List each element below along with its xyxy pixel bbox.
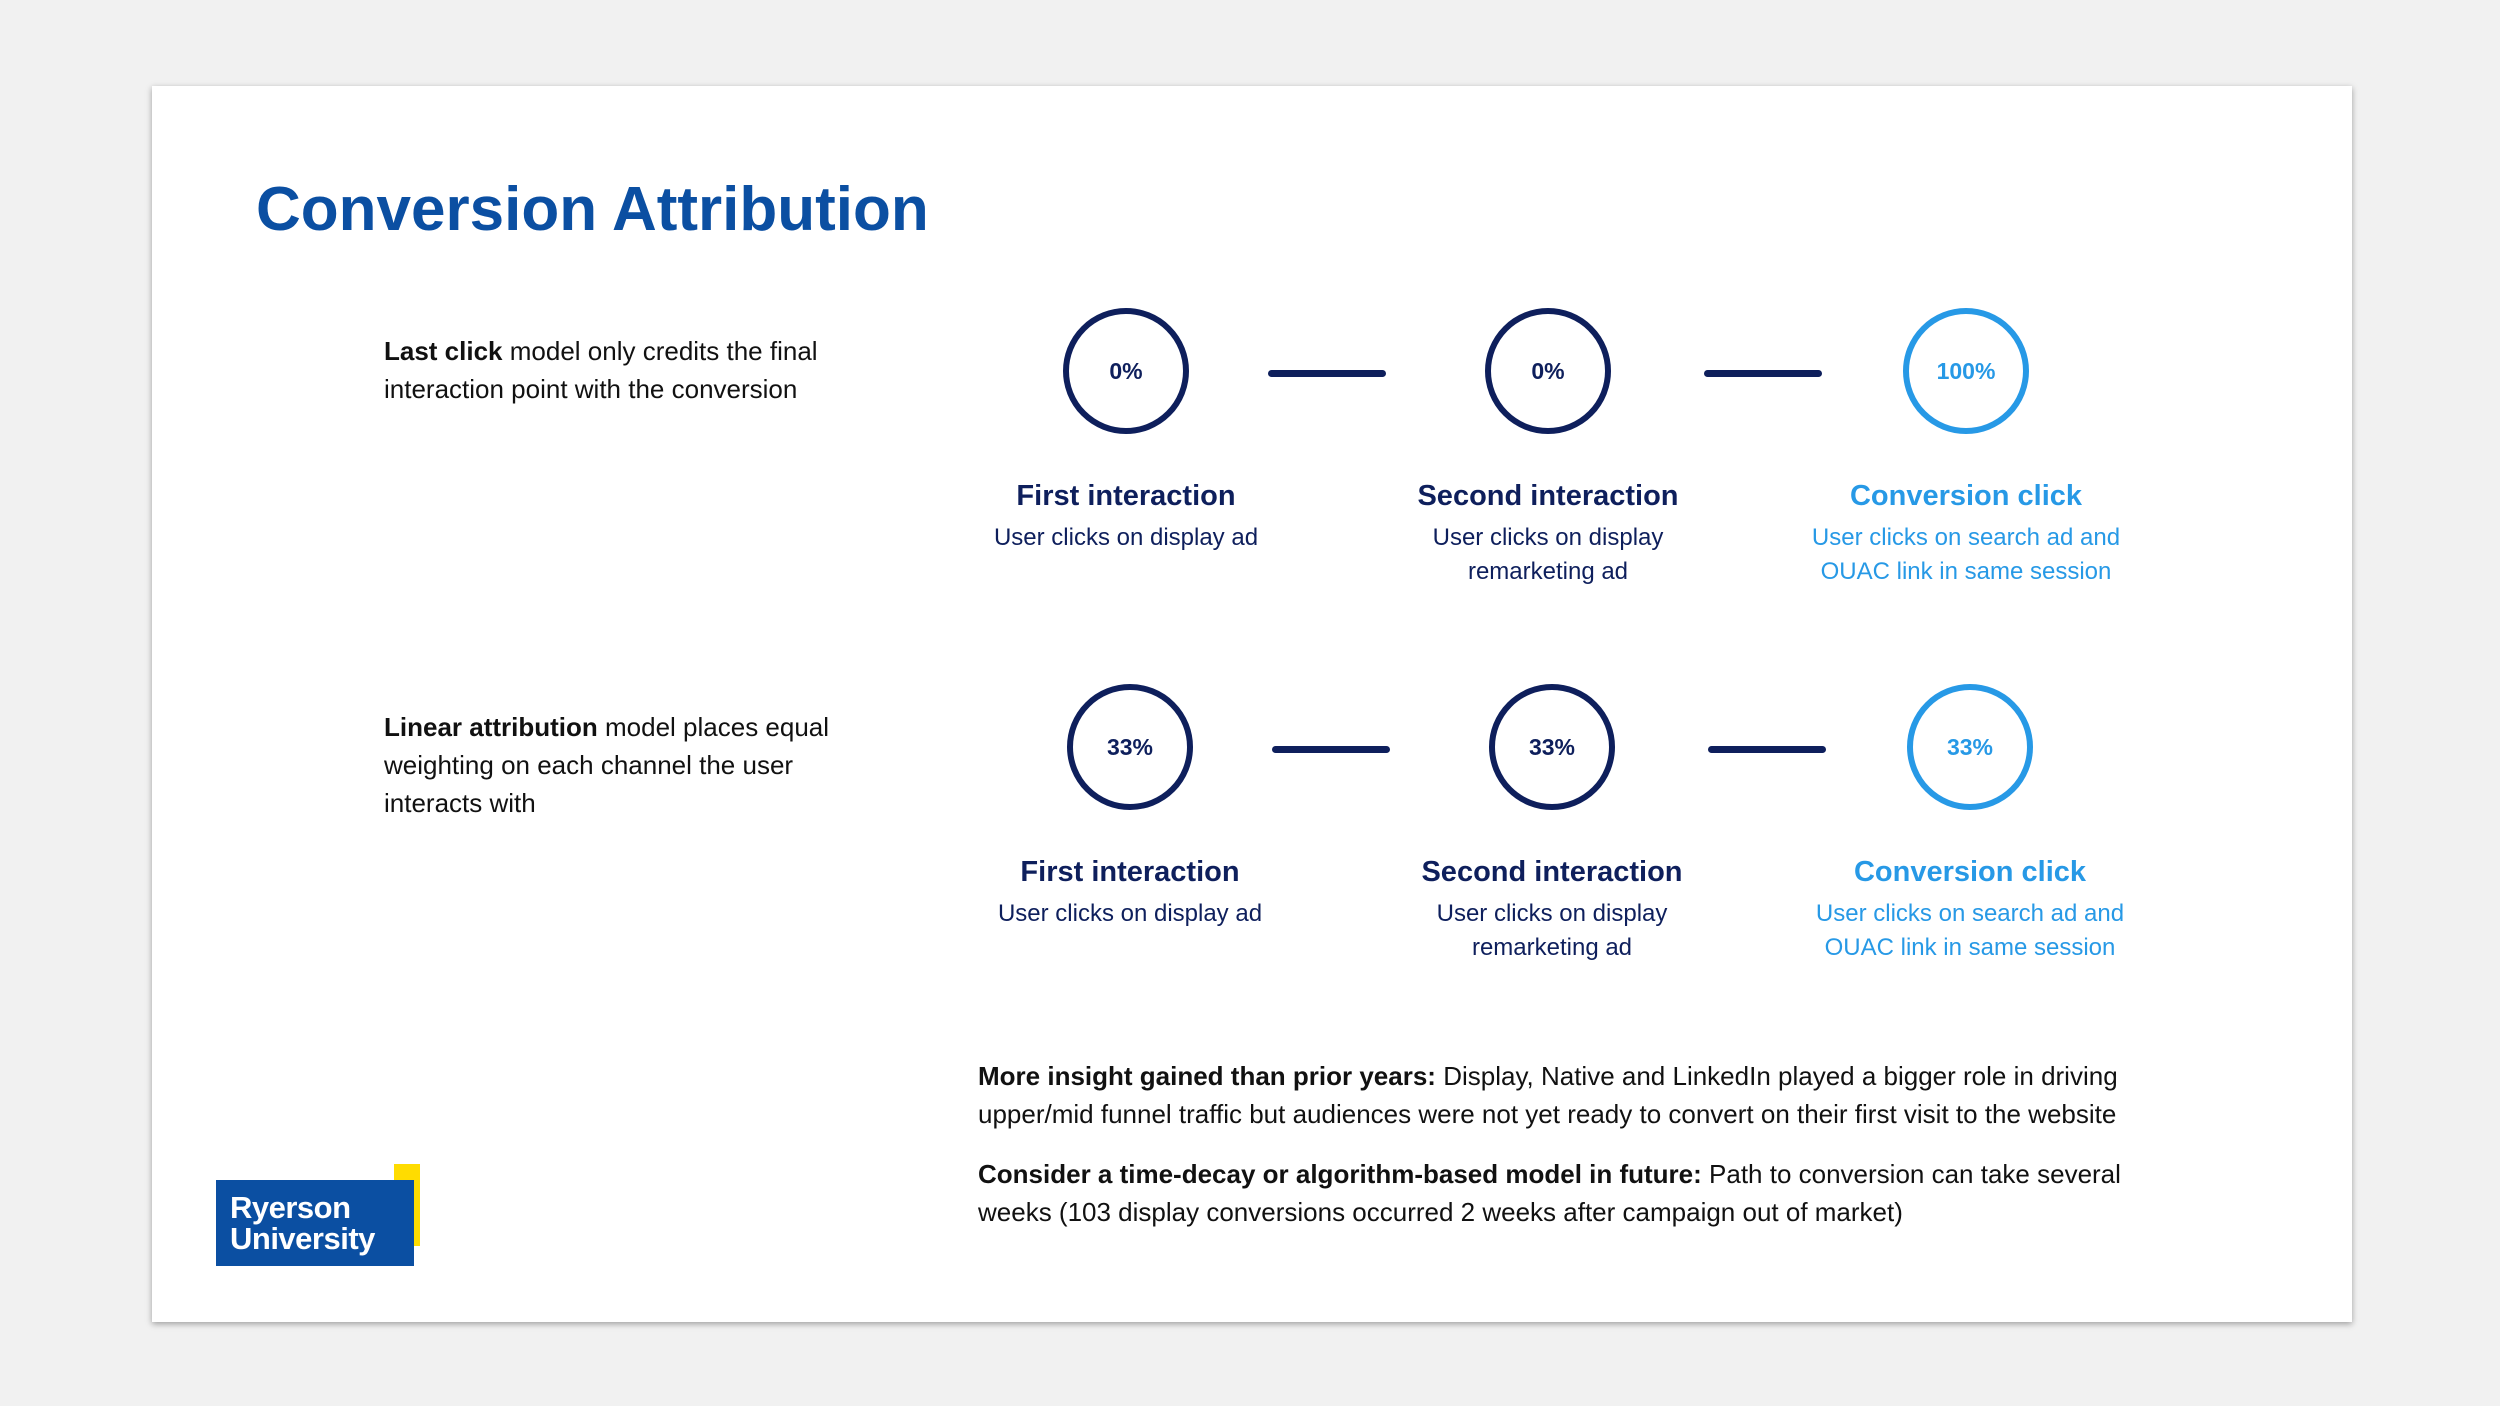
- insight-prior-years: [978, 1057, 2198, 1133]
- percent-circle: 33%: [1489, 684, 1615, 810]
- last-click-step-conversion: [1746, 308, 2186, 589]
- model-name: Last click: [384, 336, 503, 366]
- percent-circle: 33%: [1067, 684, 1193, 810]
- model-text: model only credits the final interaction point with the conversion: [384, 336, 818, 404]
- percent-circle: 0%: [1485, 308, 1611, 434]
- insight-heading: Consider a time-decay or algorithm-based model in future:: [978, 1159, 1702, 1189]
- insights: [978, 1057, 2198, 1253]
- last-click-step-second: [1328, 308, 1768, 589]
- insight-text: Path to conversion can take several weeks (103 display conversions occurred 2 weeks after campaign out of market): [978, 1159, 2121, 1227]
- linear-attribution-description: [384, 708, 884, 822]
- step-description: User clicks on display ad: [997, 900, 1263, 927]
- step-title: First interaction: [1020, 856, 1240, 888]
- step-title: Second interaction: [1417, 480, 1679, 512]
- logo-wordmark: [216, 1180, 414, 1266]
- linear-step-first: [910, 684, 1350, 931]
- step-title: Conversion click: [1853, 856, 2087, 888]
- model-name: Linear attribution: [384, 712, 598, 742]
- step-description: User clicks on display remarketing ad: [1432, 524, 1664, 585]
- percent-circle: 100%: [1903, 308, 2029, 434]
- insight-future-model: [978, 1155, 2198, 1231]
- percent-circle: 33%: [1907, 684, 2033, 810]
- step-title: First interaction: [1016, 480, 1236, 512]
- linear-step-second: [1332, 684, 1772, 965]
- step-description: User clicks on display remarketing ad: [1436, 900, 1668, 961]
- insight-text: Display, Native and LinkedIn played a bigger role in driving upper/mid funnel traffic but audiences were not yet ready to convert on their first visit to the website: [978, 1061, 2118, 1129]
- linear-step-conversion: [1750, 684, 2190, 965]
- step-description: User clicks on search ad and OUAC link in same session: [1815, 900, 2125, 961]
- logo-line-1: Ryerson: [230, 1190, 351, 1225]
- last-click-step-first: [906, 308, 1346, 555]
- slide: [152, 86, 2352, 1322]
- slide-title: Conversion Attribution: [256, 175, 929, 244]
- ryerson-logo: [216, 1164, 428, 1268]
- step-description: User clicks on search ad and OUAC link in same session: [1811, 524, 2121, 585]
- step-title: Conversion click: [1849, 480, 2083, 512]
- model-text: model places equal weighting on each channel the user interacts with: [384, 712, 830, 818]
- last-click-description: [384, 332, 884, 408]
- percent-circle: 0%: [1063, 308, 1189, 434]
- step-title: Second interaction: [1421, 856, 1683, 888]
- logo-line-2: University: [230, 1221, 375, 1256]
- insight-heading: More insight gained than prior years:: [978, 1061, 1436, 1091]
- step-description: User clicks on display ad: [993, 524, 1259, 551]
